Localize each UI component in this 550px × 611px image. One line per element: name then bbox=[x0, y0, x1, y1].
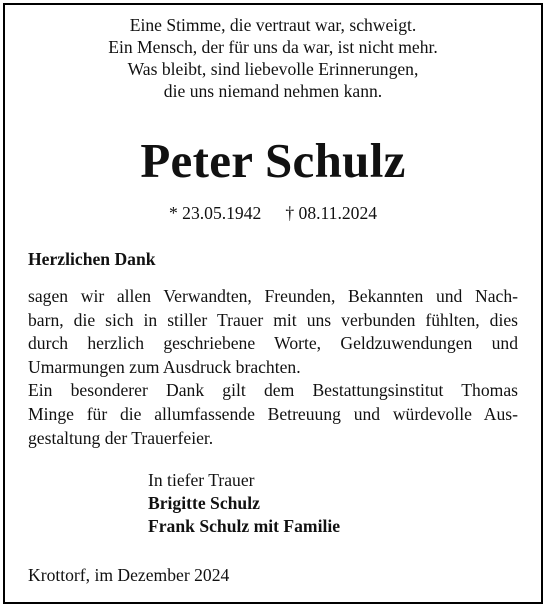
poem-line: Ein Mensch, der für uns da war, ist nicht mehr. bbox=[108, 37, 438, 57]
memorial-poem bbox=[0, 14, 546, 102]
body-line: gestaltung der Trauerfeier. bbox=[28, 427, 214, 448]
body-line: Ein besonderer Dank gilt dem Bestattungsinstitut Thomas bbox=[28, 380, 518, 401]
poem-line: Was bleibt, sind liebevolle Erinnerungen, bbox=[127, 59, 419, 79]
body-line: Minge für die allumfassende Betreuung und würdevolle Aus- bbox=[28, 403, 518, 424]
thanks-heading: Herzlichen Dank bbox=[28, 249, 156, 269]
poem-line: die uns niemand nehmen kann. bbox=[163, 81, 383, 101]
body-line: barn, die sich in stiller Trauer mit uns verbunden fühlten, dies bbox=[28, 309, 518, 330]
signature-block bbox=[148, 469, 340, 538]
mourner-name: Frank Schulz mit Familie bbox=[148, 516, 341, 536]
body-line: durch herzlich geschriebene Worte, Geldzuwendungen und bbox=[28, 333, 518, 354]
thanks-body bbox=[28, 285, 518, 450]
birth-date: * 23.05.1942 bbox=[168, 203, 262, 223]
body-line: sagen wir allen Verwandten, Freunden, Bekannten und Nach- bbox=[28, 286, 518, 306]
body-line: Umarmungen zum Ausdruck brachten. bbox=[28, 356, 301, 377]
mourning-phrase: In tiefer Trauer bbox=[148, 470, 255, 490]
life-dates bbox=[0, 202, 546, 224]
place-and-date: Krottorf, im Dezember 2024 bbox=[28, 565, 230, 585]
deceased-name: Peter Schulz bbox=[140, 133, 406, 188]
poem-line: Eine Stimme, die vertraut war, schweigt. bbox=[129, 15, 417, 35]
mourner-name: Brigitte Schulz bbox=[148, 493, 260, 513]
death-date: † 08.11.2024 bbox=[285, 203, 378, 223]
